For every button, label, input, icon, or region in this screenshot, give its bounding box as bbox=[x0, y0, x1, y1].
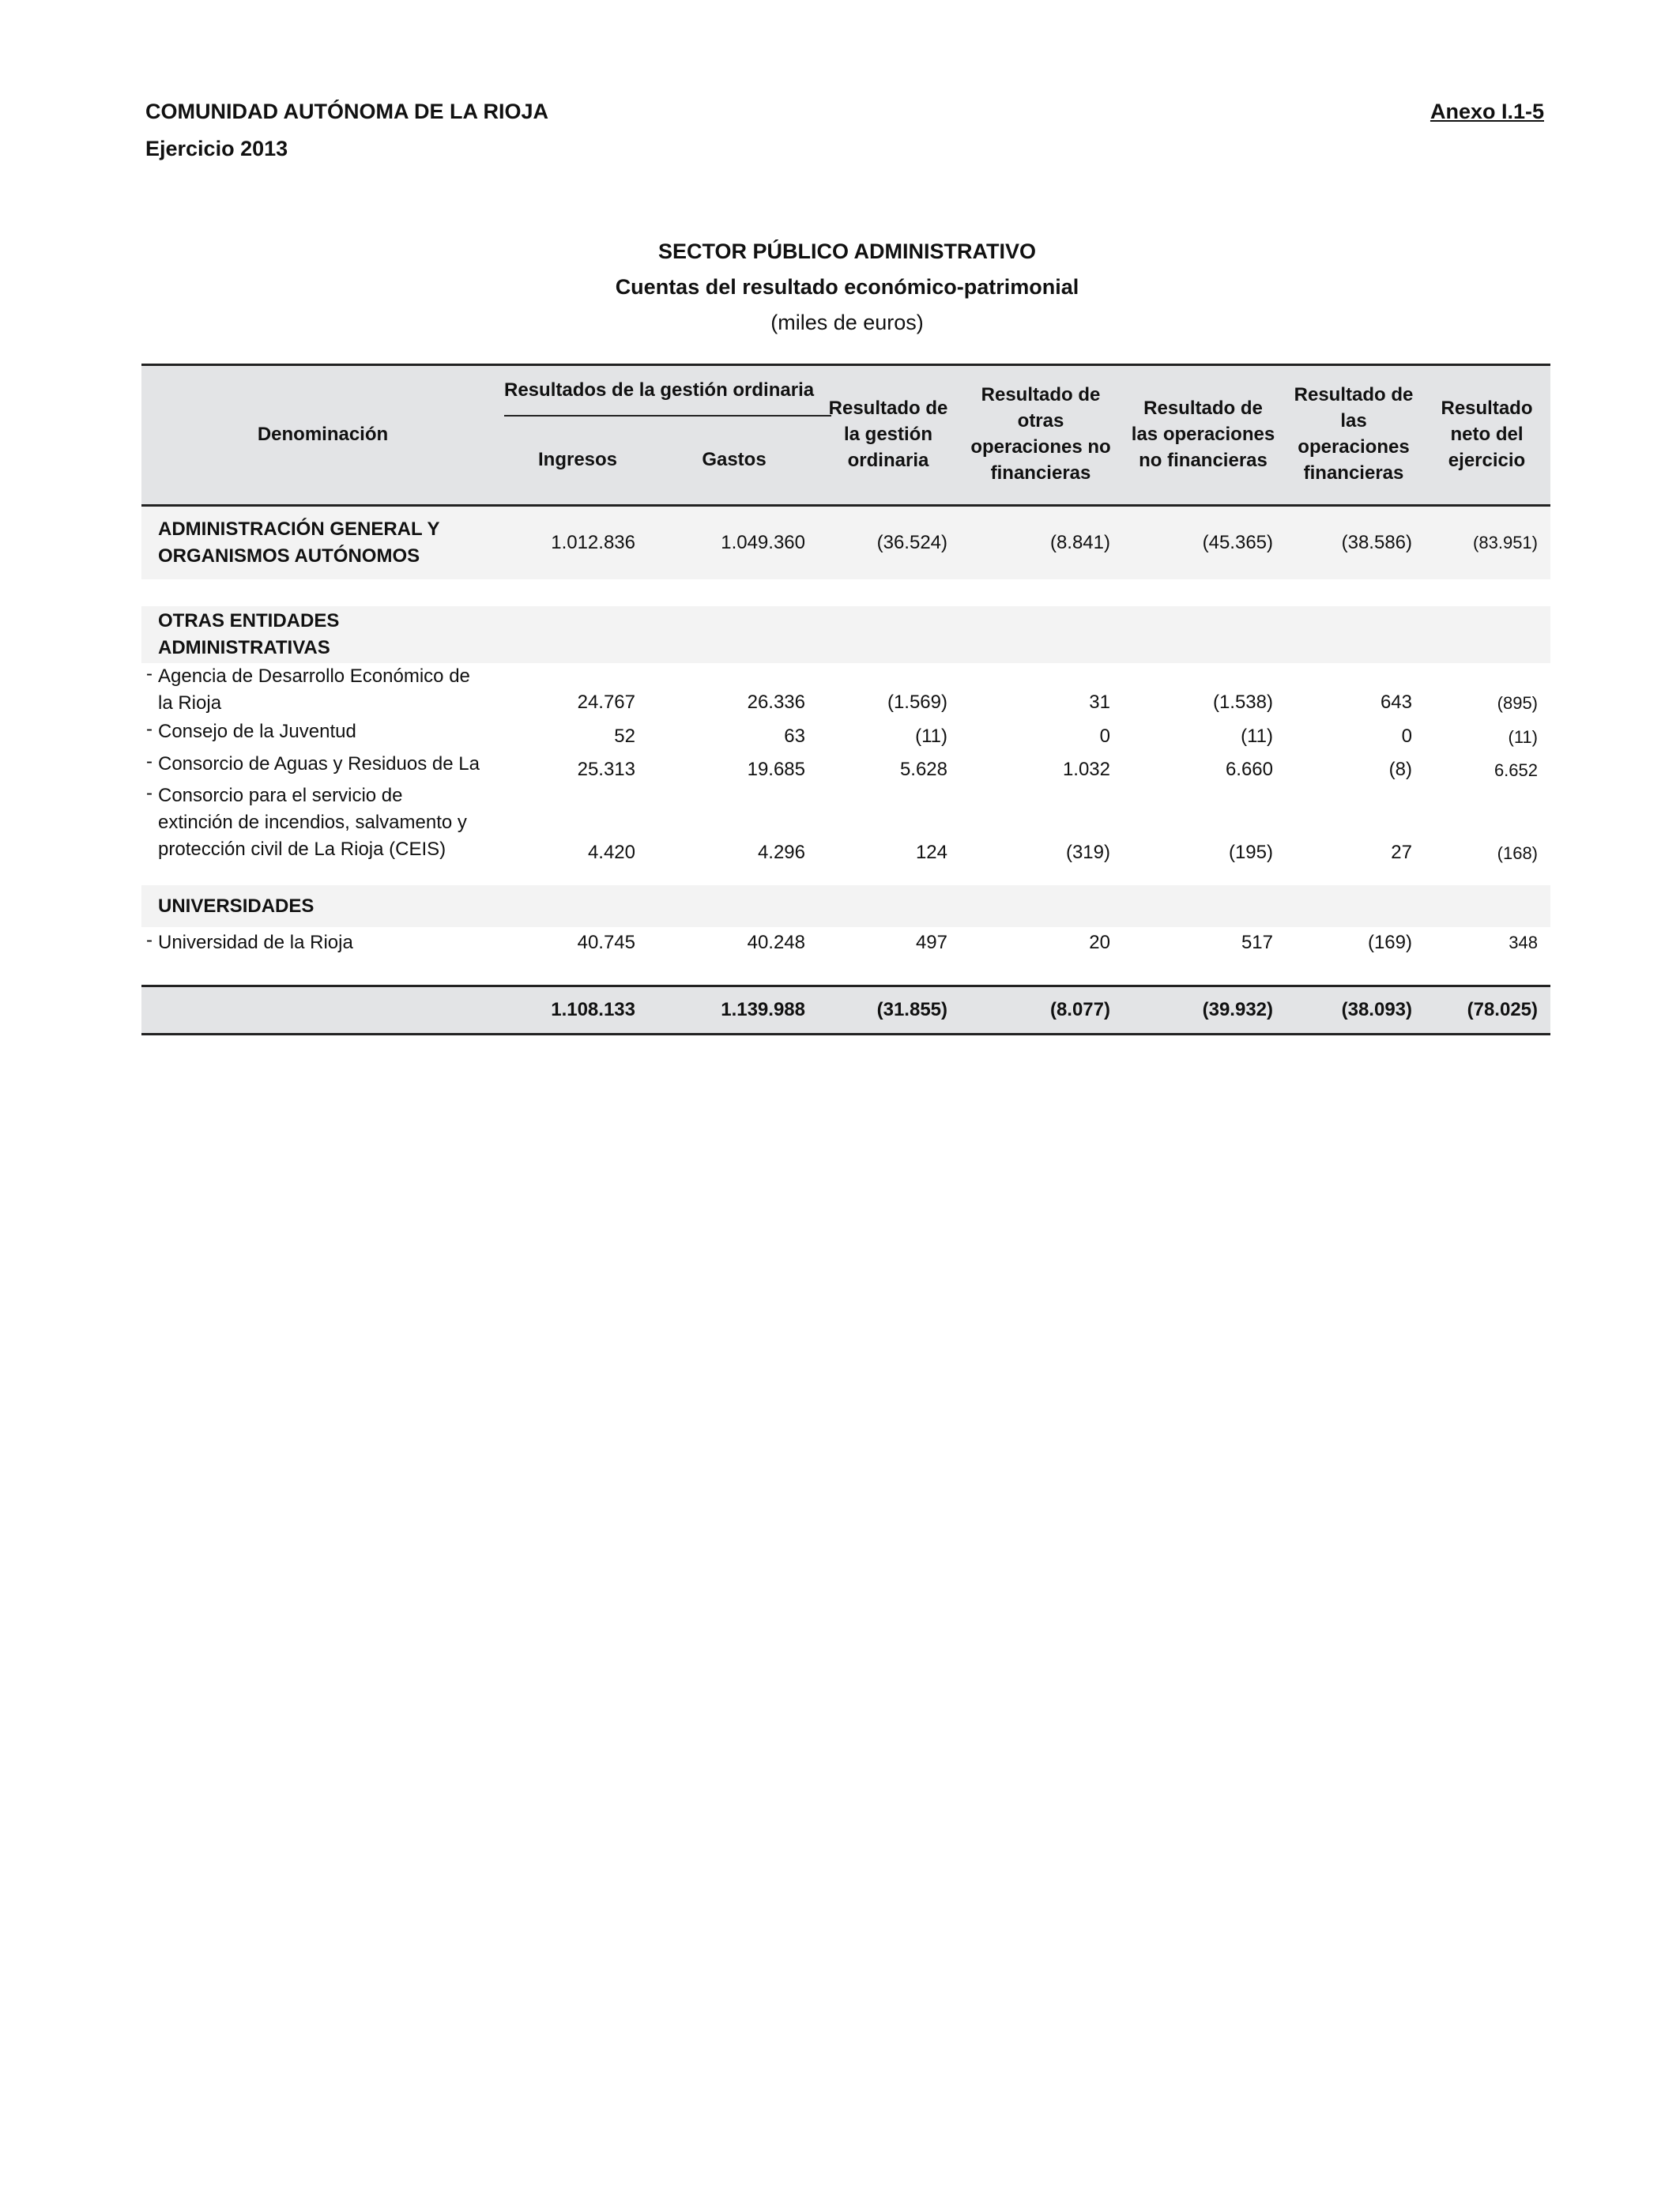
bullet-dash: - bbox=[146, 782, 153, 804]
col-header-ingresos: Ingresos bbox=[537, 449, 618, 470]
cell-resultado-neto: 6.652 bbox=[1494, 760, 1538, 780]
table-row bbox=[141, 751, 1550, 782]
table-row bbox=[141, 927, 1550, 959]
cell-ingresos: 1.012.836 bbox=[551, 532, 635, 553]
cell-resultado-otras: (319) bbox=[1065, 842, 1110, 863]
cell-resultado-gestion: 124 bbox=[915, 842, 947, 863]
spacer bbox=[141, 579, 1550, 606]
cell-resultado-neto: (895) bbox=[1497, 693, 1538, 713]
table-header bbox=[141, 364, 1550, 507]
document-header bbox=[145, 93, 548, 168]
report-titles bbox=[0, 234, 1680, 341]
table-row bbox=[141, 663, 1550, 718]
cell-resultado-gestion: (11) bbox=[915, 726, 947, 747]
cell-gastos: 40.248 bbox=[747, 932, 805, 953]
results-table bbox=[141, 364, 1550, 1035]
row-label: ADMINISTRACIÓN GENERAL Y ORGANISMOS AUTÓNOMOS bbox=[158, 518, 440, 567]
cell-ingresos: 40.745 bbox=[577, 932, 635, 953]
total-gastos: 1.139.988 bbox=[721, 999, 805, 1020]
total-resultado-op-no-fin: (39.932) bbox=[1202, 999, 1273, 1020]
cell-resultado-gestion: 497 bbox=[915, 932, 947, 953]
total-resultado-gestion: (31.855) bbox=[876, 999, 947, 1020]
cell-ingresos: 52 bbox=[614, 726, 635, 747]
cell-gastos: 1.049.360 bbox=[721, 532, 805, 553]
cell-gastos: 19.685 bbox=[747, 759, 805, 780]
cell-ingresos: 24.767 bbox=[577, 692, 635, 713]
cell-resultado-gestion: (36.524) bbox=[876, 532, 947, 553]
cell-resultado-op-no-fin: 6.660 bbox=[1225, 759, 1273, 780]
section-header-universidades bbox=[141, 885, 1550, 927]
section-header-otras-entidades bbox=[141, 606, 1550, 663]
total-resultado-otras: (8.077) bbox=[1049, 999, 1110, 1020]
col-header-resultado-op-financieras: Resultado de las operaciones financieras bbox=[1294, 384, 1414, 484]
total-resultado-neto: (78.025) bbox=[1467, 999, 1538, 1020]
cell-resultado-op-fin: (8) bbox=[1388, 759, 1412, 780]
cell-resultado-neto: 348 bbox=[1509, 933, 1538, 952]
cell-resultado-neto: (83.951) bbox=[1473, 533, 1538, 552]
annex-label: Anexo I.1-5 bbox=[1430, 100, 1544, 123]
bullet-dash: - bbox=[146, 718, 153, 740]
cell-resultado-op-no-fin: (11) bbox=[1241, 726, 1273, 747]
table-row-admin-general bbox=[141, 507, 1550, 579]
bullet-dash: - bbox=[146, 929, 153, 951]
cell-gastos: 4.296 bbox=[757, 842, 805, 863]
bullet-dash: - bbox=[146, 751, 153, 772]
row-label: - Consorcio para el servicio de extinción de incendios, salvamento y protección civil de La Rioja (CEIS) bbox=[141, 782, 504, 867]
cell-resultado-op-no-fin: (45.365) bbox=[1202, 532, 1273, 553]
cell-resultado-otras: 0 bbox=[1099, 726, 1110, 747]
spacer bbox=[141, 959, 1550, 985]
total-resultado-op-fin: (38.093) bbox=[1341, 999, 1412, 1020]
cell-resultado-op-no-fin: 517 bbox=[1241, 932, 1273, 953]
cell-resultado-otras: 31 bbox=[1089, 692, 1110, 713]
row-label: - Consejo de la Juventud bbox=[141, 718, 504, 751]
report-subtitle: Cuentas del resultado económico-patrimonial bbox=[615, 275, 1079, 299]
spacer bbox=[141, 867, 1550, 885]
cell-resultado-otras: 1.032 bbox=[1062, 759, 1110, 780]
table-row bbox=[141, 782, 1550, 867]
cell-resultado-op-fin: (38.586) bbox=[1341, 532, 1412, 553]
table-row-total bbox=[141, 985, 1550, 1035]
col-header-group: Resultados de la gestión ordinaria bbox=[504, 379, 815, 401]
cell-resultado-neto: (11) bbox=[1508, 727, 1538, 747]
cell-resultado-neto: (168) bbox=[1497, 843, 1538, 863]
col-header-resultado-op-no-financieras: Resultado de las operaciones no financieras bbox=[1131, 398, 1275, 471]
cell-resultado-gestion: (1.569) bbox=[887, 692, 947, 713]
report-title: SECTOR PÚBLICO ADMINISTRATIVO bbox=[657, 239, 1036, 263]
cell-resultado-op-no-fin: (195) bbox=[1228, 842, 1273, 863]
report-units: (miles de euros) bbox=[770, 311, 924, 334]
cell-resultado-op-no-fin: (1.538) bbox=[1212, 692, 1273, 713]
table-row bbox=[141, 718, 1550, 751]
organization-name: COMUNIDAD AUTÓNOMA DE LA RIOJA bbox=[145, 100, 548, 123]
col-header-gastos: Gastos bbox=[702, 449, 767, 470]
row-label: - Universidad de la Rioja bbox=[141, 929, 504, 956]
fiscal-year: Ejercicio 2013 bbox=[145, 137, 288, 160]
cell-gastos: 63 bbox=[784, 726, 805, 747]
cell-resultado-op-fin: 0 bbox=[1401, 726, 1412, 747]
row-label: - Consorcio de Aguas y Residuos de La bbox=[141, 751, 504, 782]
total-ingresos: 1.108.133 bbox=[551, 999, 635, 1020]
col-header-resultado-gestion: Resultado de la gestión ordinaria bbox=[828, 398, 948, 471]
section-title: UNIVERSIDADES bbox=[158, 895, 315, 917]
col-header-resultado-otras: Resultado de otras operaciones no financieras bbox=[970, 384, 1111, 484]
cell-ingresos: 25.313 bbox=[577, 759, 635, 780]
bullet-dash: - bbox=[146, 663, 153, 684]
cell-resultado-op-fin: 27 bbox=[1391, 842, 1412, 863]
col-header-denominacion: Denominación bbox=[257, 424, 389, 445]
cell-gastos: 26.336 bbox=[747, 692, 805, 713]
cell-resultado-op-fin: (169) bbox=[1367, 932, 1412, 953]
col-header-resultado-neto: Resultado neto del ejercicio bbox=[1441, 398, 1533, 471]
cell-resultado-otras: (8.841) bbox=[1049, 532, 1110, 553]
row-label: - Agencia de Desarrollo Económico de la Rioja bbox=[141, 663, 504, 718]
cell-resultado-op-fin: 643 bbox=[1380, 692, 1412, 713]
group-underline bbox=[504, 415, 831, 417]
cell-ingresos: 4.420 bbox=[587, 842, 635, 863]
cell-resultado-otras: 20 bbox=[1089, 932, 1110, 953]
cell-resultado-gestion: 5.628 bbox=[899, 759, 947, 780]
section-title: OTRAS ENTIDADES ADMINISTRATIVAS bbox=[158, 610, 340, 658]
